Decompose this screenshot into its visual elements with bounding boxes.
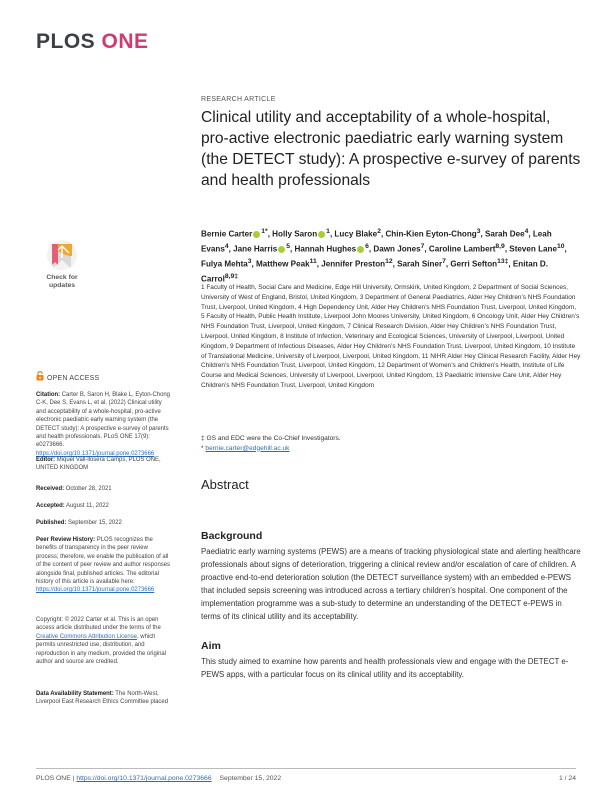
footer-date: September 15, 2022 (219, 775, 282, 782)
received-date: Received: October 28, 2021 (36, 486, 112, 492)
author-name[interactable]: , Enitan D. Carrol (201, 259, 548, 284)
open-access-label: OPEN ACCESS (36, 371, 99, 382)
author-name[interactable]: , Fulya Mehta (201, 244, 567, 269)
author-name[interactable]: , Jane Harris (228, 244, 278, 254)
aim-heading: Aim (201, 640, 221, 652)
background-text: Paediatric early warning systems (PEWS) are a means of tracking physiological state and alerting healthcare professionals about signs of deterioration, triggering a clinical review and/or escalation of care of children. A proactive end-to-end deterioration solution (the DETECT surveillance system) with an embedded e-PEWS that included sepsis screening was introduced across a tertiary children’s hospital. One component of the implementation programme was a sub-study to determine an understanding of the DETECT e-PEWS in terms of its clinical utility and its acceptability. (201, 547, 581, 621)
open-lock-icon (36, 371, 44, 381)
author-name[interactable]: , Matthew Peak (251, 259, 310, 269)
author-name[interactable]: , Holly Saron (267, 229, 318, 239)
editor-block: Editor: Miquel Vall-llosera Camps, PLOS ONE, UNITED KINGDOM (36, 457, 161, 472)
footer-doi-link[interactable]: https://doi.org/10.1371/journal.pone.0273666 (76, 775, 212, 782)
email-link[interactable]: bernie.carter@edgehill.ac.uk (205, 444, 290, 452)
orcid-icon[interactable] (318, 231, 325, 238)
author-name[interactable]: , Steven Lane (504, 244, 557, 254)
check-for-updates-badge[interactable]: Check for updates (38, 238, 86, 298)
license-link[interactable]: Creative Commons Attribution License (36, 633, 137, 640)
citation-doi-link[interactable]: https://doi.org/10.1371/journal.pone.0273666 (36, 450, 155, 457)
affiliations: 1 Faculty of Health, Social Care and Medicine, Edge Hill University, Ormskirk, United Kingdom, 2 Department of Social Sciences, University of West of England, Bristol, United Kingdom, 3 Department of General Paediatrics, Alder Hey Children’s NHS Foundation Trust, Liverpool, United Kingdom, 4 High Dependency Unit, Alder Hey Children’s NHS Foundation Trust, Liverpool, United Kingdom, 5 Faculty of Health, Public Health Institute, Liverpool John Moores University, United Kingdom, 6 Oncology Unit, Alder Hey Children’s NHS Foundation Trust, Liverpool, United Kingdom, 7 Clinical Research Division, Alder Hey Children’s NHS Foundation Trust, Liverpool, United Kingdom, 8 Institute of Infection, Veterinary and Ecological Sciences, University of Liverpool, Liverpool, United Kingdom, 9 Department of Infectious Diseases, Alder Hey Children’s NHS Foundation Trust, Liverpool, United Kingdom, 10 Institute of Translational Medicine, University of Liverpool, Liverpool, United Kingdom, 11 NIHR Alder Hey Clinical Research Facility, Alder Hey Children’s NHS Foundation Trust, Liverpool, United Kingdom, 12 Department of Women’s and Children’s Health, Institute of Life Course and Medical Sciences, University of Liverpool, Liverpool, United Kingdom, 13 Paediatric Intensive Care Unit, Alder Hey Children’s NHS Foundation Trust, Liverpool, United Kingdom (201, 284, 581, 389)
author-name[interactable]: , Caroline Lambert (424, 244, 496, 254)
author-name[interactable]: , Lucy Blake (329, 229, 378, 239)
published-date: Published: September 15, 2022 (36, 520, 122, 526)
article-title: Clinical utility and acceptability of a whole-hospital, pro-active electronic paediatric early warning system (the DETECT study): A prospective e-survey of parents and health professionals (201, 109, 581, 189)
footer-journal: PLOS ONE (36, 775, 71, 782)
orcid-icon[interactable] (253, 231, 260, 238)
author-name[interactable]: , Sarah Siner (392, 259, 443, 269)
author-name[interactable]: Bernie Carter (201, 229, 253, 239)
citation-block: Citation: Carter B, Saron H, Blake L, Eyton-Chong C-K, Dee S, Evans L, et al. (2022) Clinical utility and acceptability of a whole-hospital, pro-active electronic paediatric early warning system (the DETECT study): A prospective e-survey of parents and health professionals. PLoS ONE 17(9): e0273666. https://doi.org/10.1371/journal.pone.0273666 (36, 392, 170, 457)
orcid-icon[interactable] (278, 246, 285, 253)
orcid-icon[interactable] (357, 246, 364, 253)
author-name[interactable]: , Hannah Hughes (289, 244, 357, 254)
page-number: 1 / 24 (558, 775, 576, 782)
background-heading: Background (201, 530, 263, 542)
footer-divider (36, 768, 576, 769)
author-name[interactable]: , Jennifer Preston (316, 259, 386, 269)
author-name[interactable]: , Leah Evans (201, 229, 552, 254)
author-name[interactable]: , Gerri Sefton (445, 259, 498, 269)
data-availability-block: Data Availability Statement: The North-West, Liverpool East Research Ethics Committee placed (36, 691, 169, 706)
aim-text: This study aimed to examine how parents and health professionals view and engage with the DETECT e-PEWS apps, with a particular focus on its clinical utility and its acceptability. (201, 657, 569, 679)
article-type: RESEARCH ARTICLE (201, 96, 276, 103)
abstract-heading: Abstract (201, 477, 249, 492)
accepted-date: Accepted: August 11, 2022 (36, 503, 109, 509)
co-chief-note: ‡ GS and EDC were the Co-Chief Investigators. (201, 435, 341, 442)
author-name[interactable]: , Chin-Kien Eyton-Chong (380, 229, 477, 239)
peer-review-block: Peer Review History: PLOS recognizes the benefits of transparency in the peer review process; therefore, we enable the publication of all of the content of peer review and author responses alongside final, published articles. The editorial history of this article is available here: https://doi.org/10.1371/journal.pone.0273666 (36, 537, 171, 594)
author-list: Bernie Carter $^{1*}$, Holly Saron $^1$, Lucy Blake$^2$, Chin-Kien Eyton-Chong$^3$, Sarah Dee$^4$, Leah Evans$^4$, Jane Harris $^5$, Hannah Hughes $^6$, Dawn Jones$^7$, Caroline Lambert$^{8,9}$, Steven Lane$^{10}$, Fulya Mehta$^3$, Matthew Peak$^{11}$, Jennifer Preston$^{12}$, Sarah Siner$^7$, Gerri Sefton$^{13\ddagger}$, Enitan D. Carrol$^{8,9\ddagger}$ (201, 228, 567, 284)
bookmark-icon (38, 238, 86, 274)
author-name[interactable]: , Dawn Jones (368, 244, 421, 254)
author-notes: ‡ GS and EDC were the Co-Chief Investigators. * bernie.carter@edgehill.ac.uk (201, 434, 581, 453)
author-name[interactable]: , Sarah Dee (480, 229, 525, 239)
plos-one-logo: PLOS ONE (36, 30, 149, 53)
copyright-block: Copyright: © 2022 Carter et al. This is an open access article distributed under the terms of the Creative Commons Attribution License, which permits unrestricted use, distribution, and reproduction in any medium, provided the original author and source are credited. (36, 617, 167, 666)
peer-review-link[interactable]: https://doi.org/10.1371/journal.pone.0273666 (36, 587, 155, 594)
page-footer: PLOS ONE | https://doi.org/10.1371/journal.pone.0273666 September 15, 2022 1 / 24 (36, 775, 576, 782)
